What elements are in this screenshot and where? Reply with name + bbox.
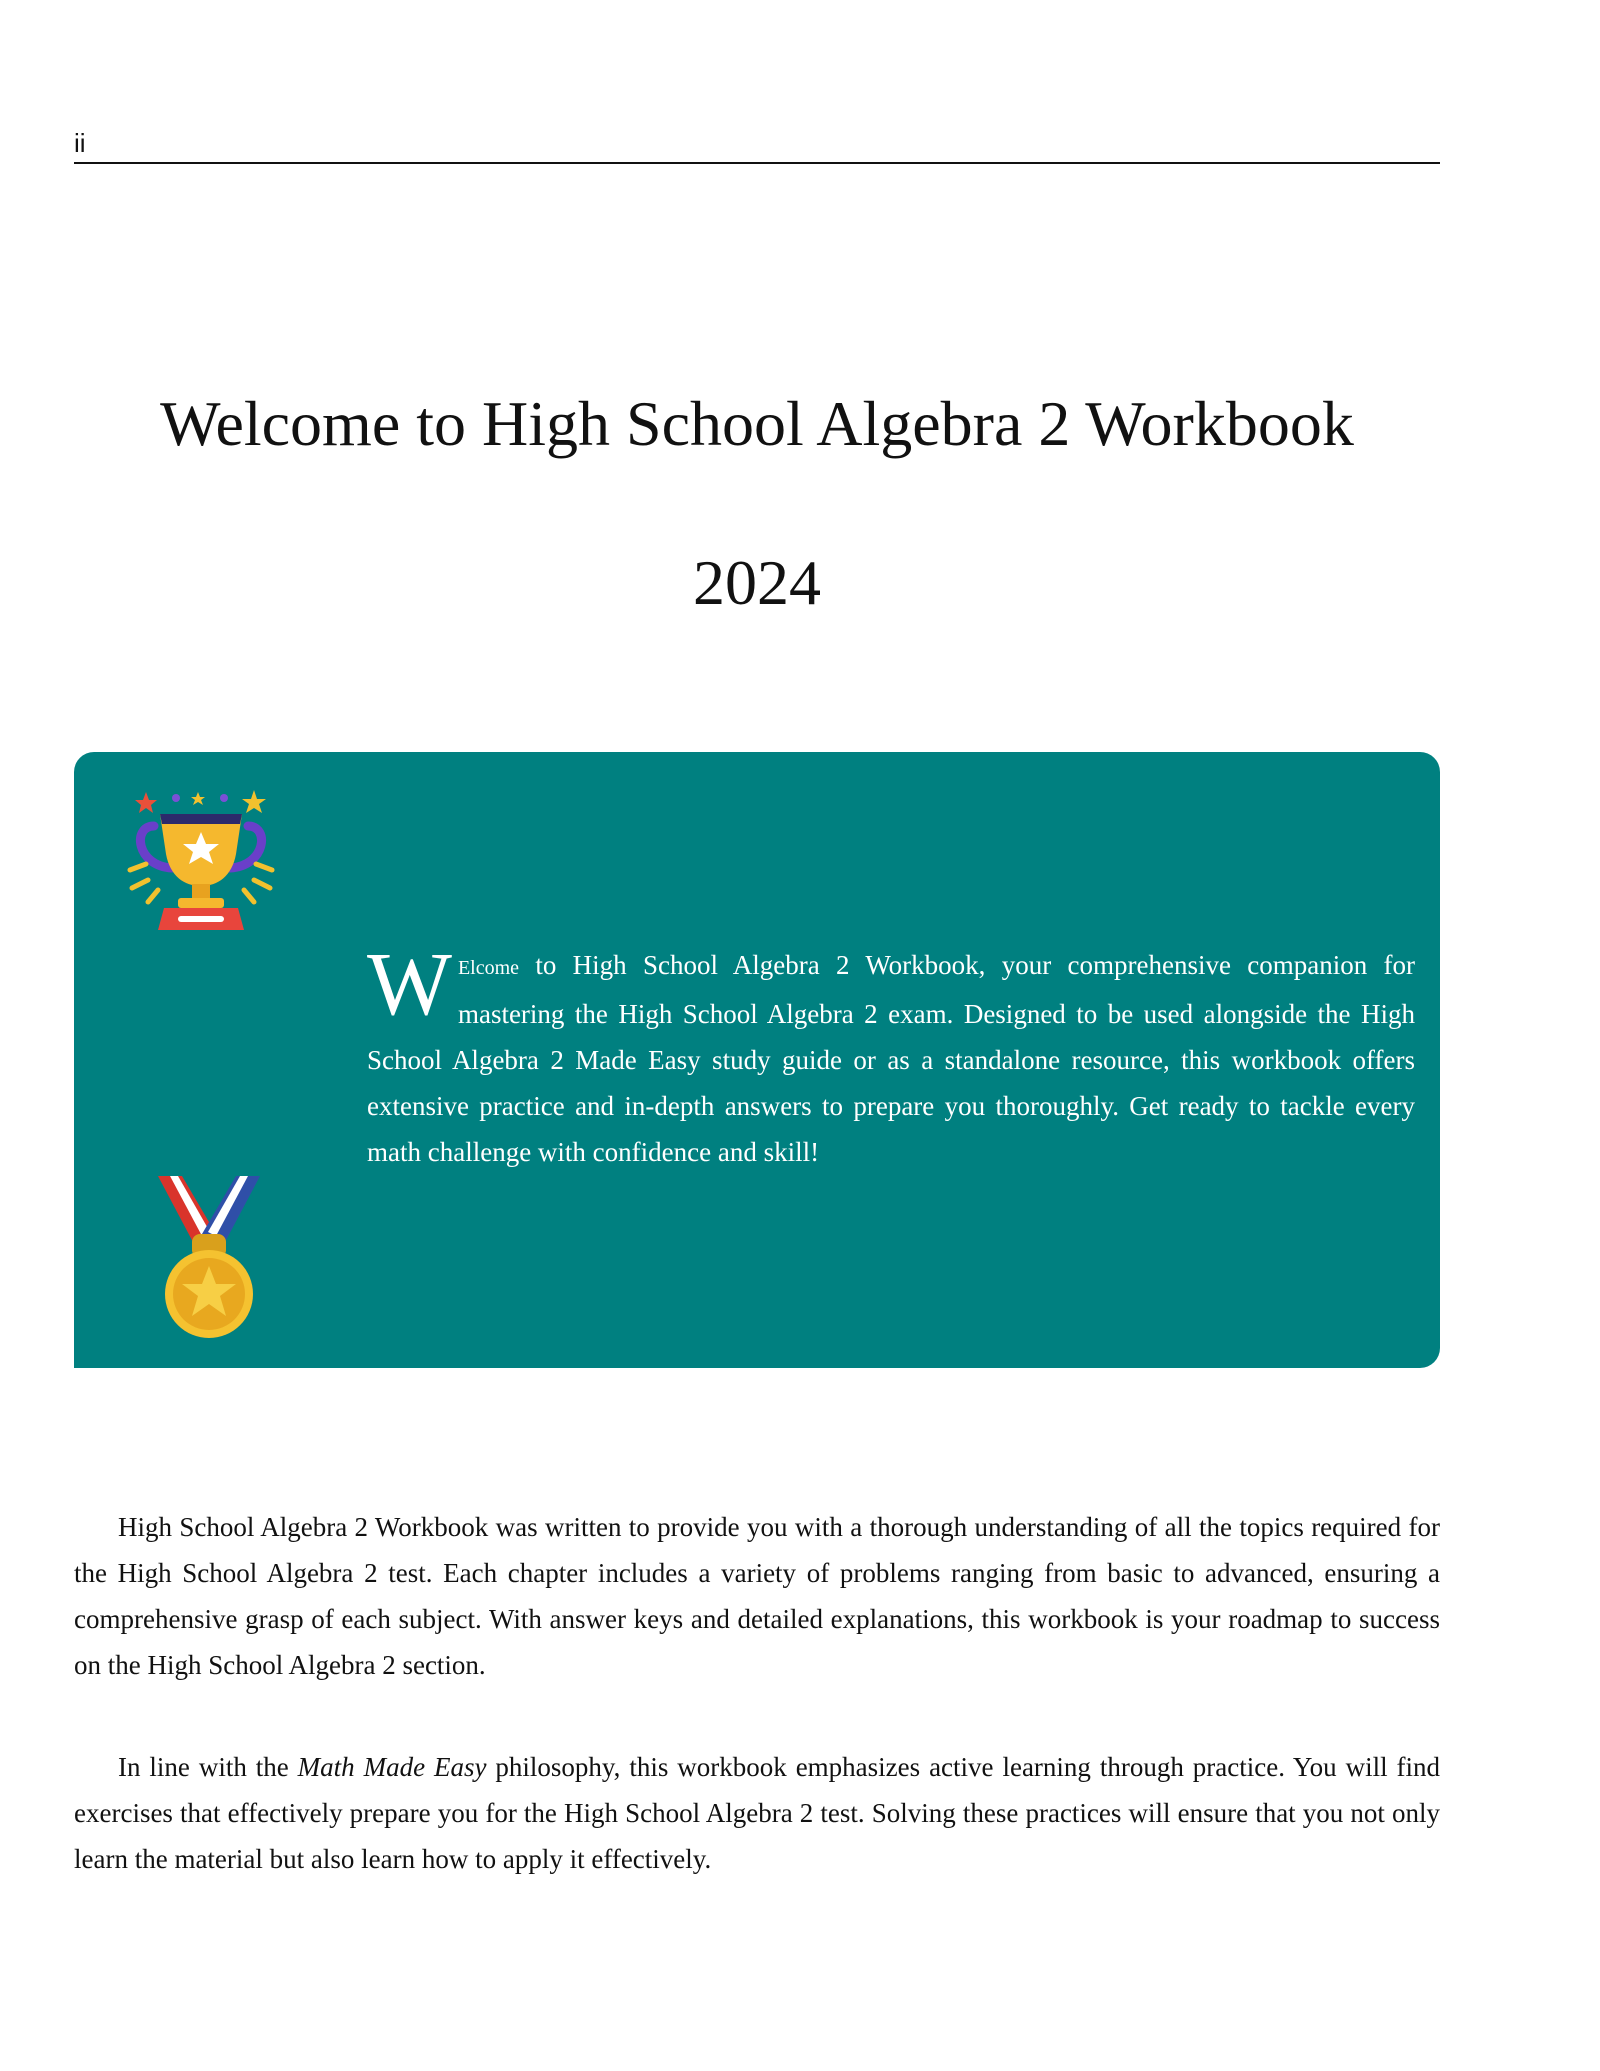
medal-icon bbox=[154, 1176, 264, 1342]
welcome-lead: Elcome bbox=[457, 957, 520, 979]
title-year: 2024 bbox=[693, 547, 821, 618]
intro-paragraph: High School Algebra 2 Workbook was written to provide you with a thorough understanding of all the topics required for the High School Algebra 2 test. Each chapter includes a variety of problems ranging from basic to advanced, ensuring a comprehensive grasp of each subject. With answer keys and detailed explanations, this workbook is your roadmap to success on the High School Algebra 2 section. bbox=[74, 1512, 1440, 1680]
welcome-text bbox=[367, 935, 1415, 1175]
page-title: Welcome to High School Algebra 2 Workbook bbox=[160, 388, 1354, 459]
drop-cap: W bbox=[367, 935, 452, 1034]
page-number: ii bbox=[74, 128, 86, 158]
trophy-icon bbox=[126, 784, 276, 934]
welcome-box bbox=[74, 752, 1440, 1368]
philosophy-text-after: philosophy, this workbook emphasizes active learning through practice. You will find exercises that effectively prepare you for the High School Algebra 2 test. Solving these practices will ensure that you not only learn the material but also learn how to apply it effectively. bbox=[74, 1752, 1441, 1874]
welcome-body: to High School Algebra 2 Workbook, your comprehensive companion for mastering the High School Algebra 2 exam. Designed to be used alongside the High School Algebra 2 Made Easy study guide or as a standalone resource, this workbook offers extensive practice and in-depth answers to prepare you thoroughly. Get ready to tackle every math challenge with confidence and skill! bbox=[367, 950, 1415, 1167]
philosophy-text-before: In line with the bbox=[118, 1752, 298, 1782]
philosophy-paragraph bbox=[74, 1744, 1440, 1882]
philosophy-emphasis: Math Made Easy bbox=[297, 1752, 487, 1782]
page-header bbox=[74, 118, 1440, 164]
